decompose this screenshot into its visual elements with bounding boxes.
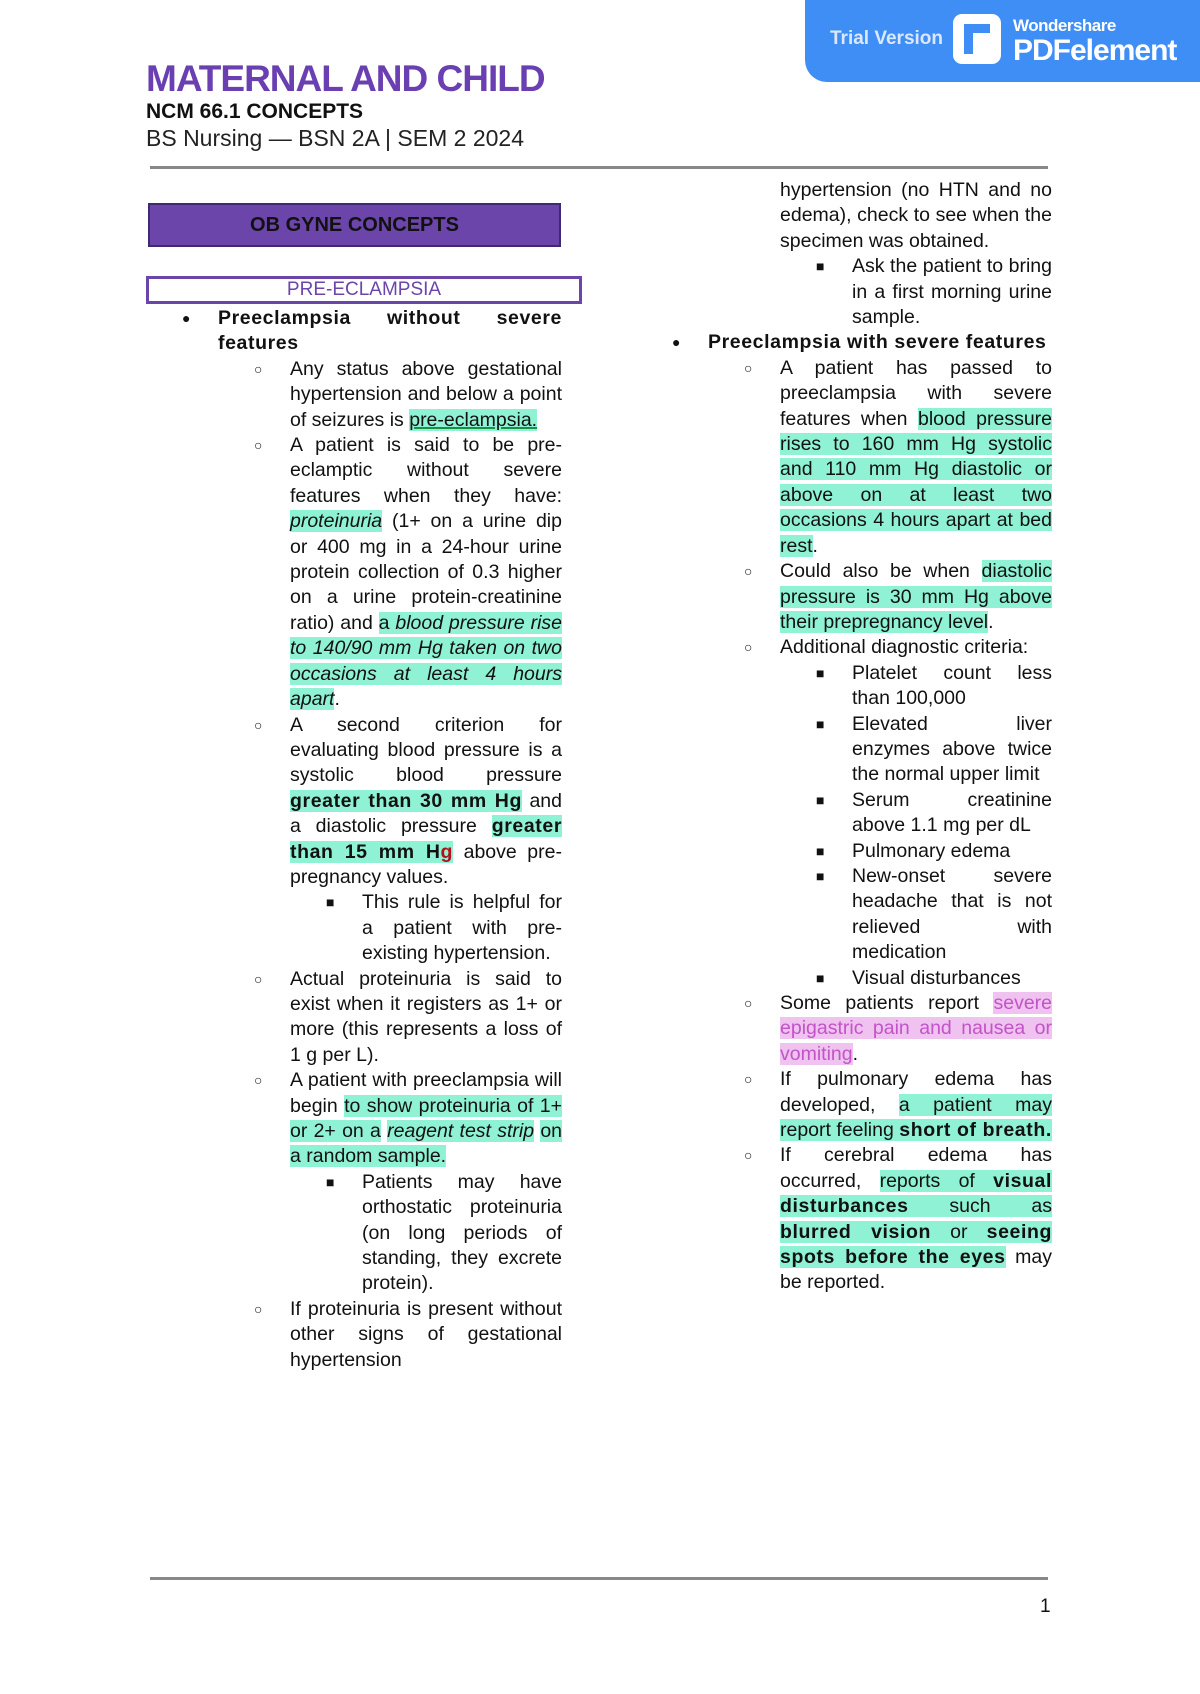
paragraph: If proteinuria is present without other signs of gestational hypertension	[290, 1297, 562, 1371]
paragraph: Visual disturbances	[852, 966, 1021, 989]
highlighted-text: pre-eclampsia.	[409, 408, 538, 431]
highlighted-text: reports of	[879, 1169, 975, 1192]
bold-highlighted-text: short of breath.	[899, 1119, 1052, 1142]
paragraph	[780, 559, 1052, 635]
paragraph	[780, 1067, 1052, 1143]
bullet-square-icon: ■	[816, 715, 825, 732]
list-item	[182, 967, 562, 1069]
bullet-circle-icon: ○	[744, 639, 753, 656]
list-item	[672, 356, 1052, 559]
italic-highlighted-text: reagent test strip	[387, 1120, 535, 1142]
highlighted-text: a patient may report feeling	[780, 1093, 1052, 1142]
list-item	[672, 712, 1052, 788]
bullet-circle-icon: ○	[254, 716, 263, 733]
section-title: OB GYNE CONCEPTS	[250, 213, 459, 236]
paragraph	[290, 1068, 562, 1170]
text: .	[334, 688, 340, 711]
document-title: MATERNAL AND CHILD	[146, 58, 545, 99]
paragraph: Additional diagnostic criteria:	[780, 636, 1029, 659]
right-column	[672, 178, 1052, 1296]
highlighted-text: diastolic pressure is 30 mm Hg above their prepregnancy level	[780, 560, 1052, 633]
list-item	[182, 306, 562, 357]
heading-preeclampsia-with-severe: Preeclampsia with severe features	[708, 331, 1047, 354]
highlighted-text: or	[950, 1220, 968, 1243]
subsection-title: PRE-ECLAMPSIA	[286, 279, 442, 300]
text: Could also be when	[780, 560, 970, 583]
list-item-continued	[672, 178, 1052, 254]
bullet-square-icon: ■	[816, 258, 825, 275]
highlighted-text: a	[378, 611, 390, 634]
paragraph: Elevated liver enzymes above twice the normal upper limit	[852, 712, 1052, 786]
paragraph: Patients may have orthostatic proteinuria (on long periods of standing, they excrete protein).	[362, 1170, 562, 1295]
paragraph: Serum creatinine above 1.1 mg per dL	[852, 788, 1052, 837]
paragraph: New-onset severe headache that is not relieved with medication	[852, 864, 1052, 964]
bold-highlighted-text: visual disturbances	[780, 1169, 1053, 1218]
bullet-circle-icon: ○	[744, 1071, 753, 1088]
pink-highlighted-text: severe epigastric pain and nausea or vomiting	[780, 992, 1053, 1065]
paragraph	[780, 356, 1052, 559]
bullet-square-icon: ■	[326, 1173, 335, 1190]
footer-divider	[150, 1577, 1048, 1580]
program-line: BS Nursing — BSN 2A | SEM 2 2024	[146, 125, 524, 151]
page-number: 1	[1040, 1596, 1051, 1617]
text: If pulmonary edema has developed,	[780, 1068, 1052, 1116]
course-title: NCM 66.1 CONCEPTS	[146, 100, 364, 123]
bullet-circle-icon: ○	[254, 1072, 263, 1089]
text: Some patients report	[780, 992, 980, 1014]
trial-version-label: Trial Version	[830, 28, 943, 49]
bold-highlighted-text: greater than 30 mm Hg	[290, 789, 522, 812]
list-item	[672, 559, 1052, 635]
paragraph: Ask the patient to bring in a first morning urine sample.	[852, 255, 1052, 329]
text: If cerebral edema has occurred,	[780, 1144, 1052, 1192]
list-item	[672, 991, 1052, 1067]
text: Any status above gestational hypertension and below a point of seizures is	[290, 357, 562, 431]
heading-preeclampsia-without-severe: Preeclampsia without severe features	[218, 307, 562, 355]
list-item	[182, 1170, 562, 1297]
list-item	[672, 788, 1052, 839]
bullet-disc-icon: ●	[182, 310, 191, 326]
list-item	[182, 1068, 562, 1170]
list-item	[672, 330, 1052, 355]
bullet-square-icon: ■	[816, 867, 825, 884]
bullet-circle-icon: ○	[744, 1147, 753, 1164]
paragraph	[780, 1143, 1052, 1295]
text: above pre-pregnancy values.	[290, 840, 562, 888]
list-item	[182, 713, 562, 891]
text: A patient with preeclampsia will begin	[290, 1069, 562, 1117]
subsection-title-box	[146, 276, 582, 304]
paragraph	[290, 713, 562, 891]
highlighted-text: to show proteinuria of 1+ or 2+ on a	[290, 1094, 562, 1142]
text: (1+ on a urine dip or 400 mg in a 24-hour urine protein collection of 0.3 higher on a urine protein-creatinine ratio) and	[290, 510, 562, 634]
paragraph	[290, 357, 562, 433]
brand-main-label: PDFelement	[1013, 34, 1177, 67]
text: A patient is said to be pre-eclamptic without severe features when they have:	[290, 434, 562, 507]
italic-highlighted-text: blood pressure rise to 140/90 mm Hg taken on two occasions at least 4 hours apart	[290, 611, 563, 711]
paragraph: hypertension (no HTN and no edema), check to see when the specimen was obtained.	[780, 179, 1052, 252]
paragraph: This rule is helpful for a patient with pre-existing hypertension.	[362, 891, 562, 965]
document-header	[146, 58, 545, 152]
header-divider	[150, 166, 1048, 169]
paragraph: Pulmonary edema	[852, 839, 1011, 862]
list-item	[672, 1143, 1052, 1295]
bullet-square-icon: ■	[816, 842, 825, 859]
bullet-square-icon: ■	[816, 664, 825, 681]
list-item	[182, 1297, 562, 1373]
bullet-circle-icon: ○	[254, 437, 263, 454]
bullet-circle-icon: ○	[744, 995, 753, 1011]
list-item	[182, 357, 562, 433]
text: may be reported.	[780, 1246, 1052, 1294]
paragraph: Actual proteinuria is said to exist when it registers as 1+ or more (this represents a loss of 1 g per L).	[290, 967, 562, 1066]
bullet-square-icon: ■	[816, 969, 825, 986]
bullet-square-icon: ■	[326, 894, 335, 911]
list-item	[182, 890, 562, 966]
bullet-circle-icon: ○	[254, 970, 263, 987]
trial-version-badge	[805, 0, 1200, 82]
bullet-circle-icon: ○	[254, 1300, 263, 1317]
text: greater than 15 mm H	[290, 815, 563, 863]
section-title-box	[148, 203, 561, 247]
list-item	[672, 1067, 1052, 1143]
list-item	[672, 635, 1052, 660]
brand-top-label: Wondershare	[1013, 16, 1116, 35]
text: .	[988, 610, 994, 633]
text: g	[440, 840, 454, 863]
highlighted-text: such as	[949, 1195, 1053, 1218]
list-item	[672, 966, 1052, 991]
italic-highlighted-text: proteinuria	[290, 510, 383, 533]
highlighted-text: blood pressure rises to 160 mm Hg systolic and 110 mm Hg diastolic or above on at least two occasions 4 hours apart at bed rest	[780, 407, 1053, 557]
text: and a diastolic pressure	[290, 789, 562, 838]
list-item	[672, 864, 1052, 966]
text: A patient has passed to preeclampsia with severe features when	[780, 356, 1052, 430]
text: .	[852, 1042, 859, 1065]
text: .	[812, 534, 818, 557]
list-item	[672, 254, 1052, 330]
bullet-circle-icon: ○	[744, 359, 753, 376]
list-item	[182, 433, 562, 712]
left-column	[182, 306, 562, 1373]
highlighted-text: on a random sample.	[290, 1120, 563, 1168]
bullet-square-icon: ■	[816, 791, 825, 808]
paragraph	[780, 991, 1052, 1067]
list-item	[672, 661, 1052, 712]
text: A second criterion for evaluating blood pressure is a systolic blood pressure	[290, 713, 562, 787]
bold-highlighted-text: blurred vision	[780, 1220, 932, 1243]
list-item	[672, 839, 1052, 864]
bullet-circle-icon: ○	[254, 360, 263, 377]
bullet-circle-icon: ○	[744, 563, 753, 580]
pdfelement-logo-icon	[953, 14, 1001, 64]
bold-highlighted-text: seeing spots before the eyes	[780, 1220, 1053, 1269]
paragraph: Platelet count less than 100,000	[852, 661, 1052, 710]
paragraph	[290, 433, 562, 712]
bullet-disc-icon: ●	[672, 334, 681, 351]
